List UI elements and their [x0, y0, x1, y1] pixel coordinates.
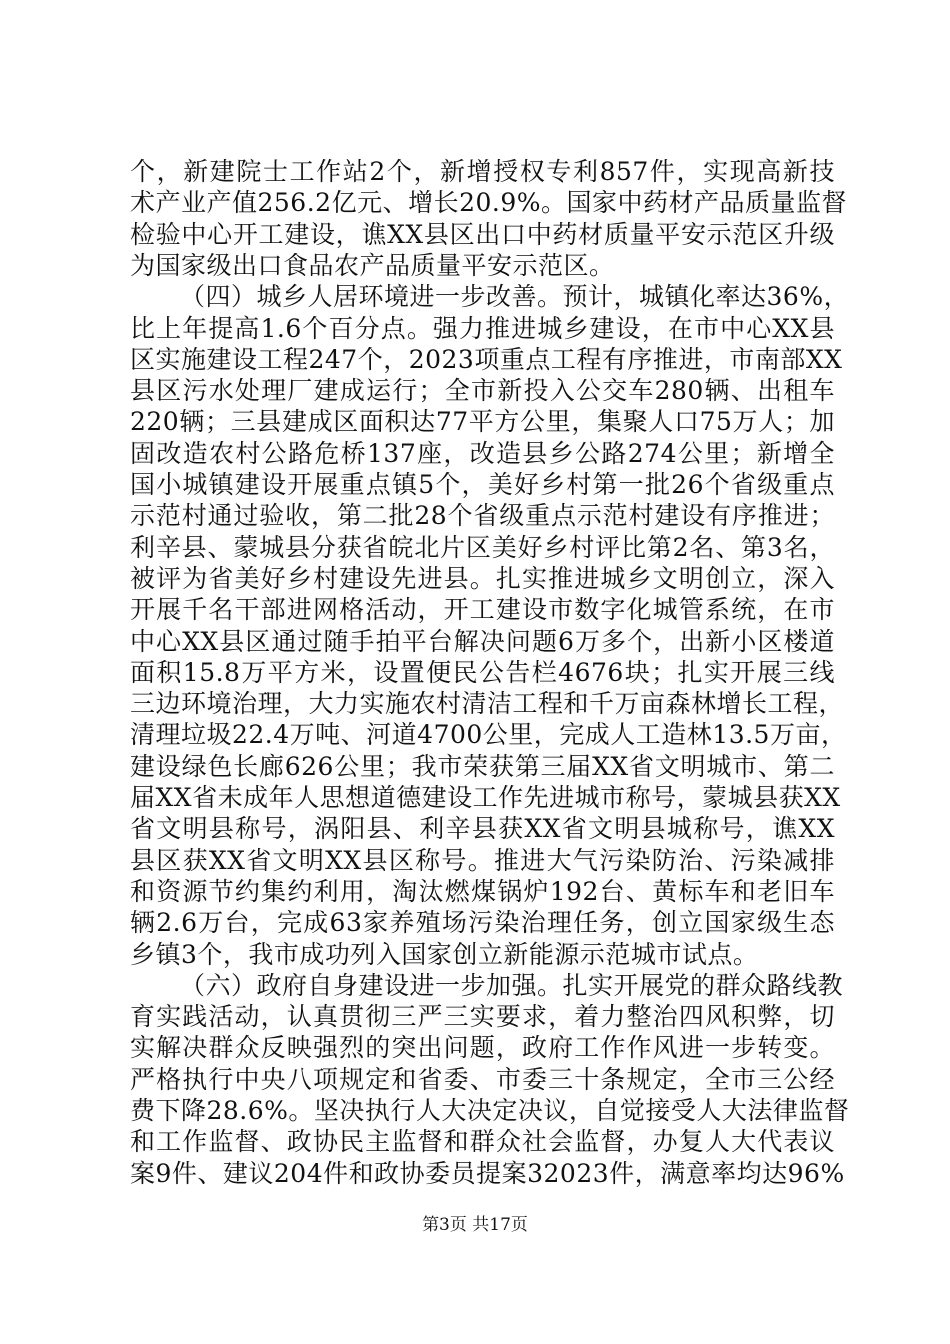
text-line: 检验中心开工建设，谯XX县区出口中药材质量平安示范区升级 [130, 219, 835, 249]
text-line: 和资源节约集约利用，淘汰燃煤锅炉192台、黄标车和老旧车 [130, 876, 835, 906]
paragraph-heading-line: （六）政府自身建设进一步加强。扎实开展党的群众路线教 [180, 970, 844, 1000]
text-line: 示范村通过验收，第二批28个省级重点示范村建设有序推进； [130, 501, 835, 531]
text-line: 中心XX县区通过随手拍平台解决问题6万多个，出新小区楼道 [130, 626, 835, 656]
text-line: 开展千名干部进网格活动，开工建设市数字化城管系统，在市 [130, 595, 835, 625]
text-line: 辆2.6万台，完成63家养殖场污染治理任务，创立国家级生态 [130, 908, 835, 938]
text-line: 220辆；三县建成区面积达77平方公里，集聚人口75万人；加 [130, 407, 835, 437]
text-line: 育实践活动，认真贯彻三严三实要求，着力整治四风积弊，切 [130, 1002, 835, 1032]
text-line: 严格执行中央八项规定和省委、市委三十条规定，全市三公经 [130, 1064, 835, 1094]
text-line: 县区获XX省文明XX县区称号。推进大气污染防治、污染减排 [130, 845, 835, 875]
text-line: 利辛县、蒙城县分获省皖北片区美好乡村评比第2名、第3名， [130, 532, 835, 562]
text-line: 比上年提高1.6个百分点。强力推进城乡建设，在市中心XX县 [130, 313, 835, 343]
text-line: 个，新建院士工作站2个，新增授权专利857件，实现高新技 [130, 157, 835, 186]
text-line: 三边环境治理，大力实施农村清洁工程和千万亩森林增长工程， [130, 689, 845, 719]
text-line: 为国家级出口食品农产品质量平安示范区。 [130, 250, 615, 280]
text-line: 建设绿色长廊626公里；我市荣获第三届XX省文明城市、第二 [130, 751, 835, 781]
text-line: 国小城镇建设开展重点镇5个，美好乡村第一批26个省级重点 [130, 470, 835, 499]
page-footer: 第3页 共17页 [422, 1215, 528, 1235]
text-line: 术产业产值256.2亿元、增长20.9%。国家中药材产品质量监督 [130, 188, 847, 218]
text-line: 和工作监督、政协民主监督和群众社会监督，办复人大代表议 [130, 1127, 835, 1157]
text-line: 固改造农村公路危桥137座，改造县乡公路274公里；新增全 [130, 438, 835, 468]
text-line: 面积15.8万平方米，设置便民公告栏4676块；扎实开展三线 [130, 657, 835, 687]
text-line: 乡镇3个，我市成功列入国家创立新能源示范城市试点。 [130, 939, 759, 969]
text-line: 案9件、建议204件和政协委员提案32023件，满意率均达96% [130, 1158, 845, 1188]
text-line: 实解决群众反映强烈的突出问题，政府工作作风进一步转变。 [130, 1033, 835, 1063]
text-line: 被评为省美好乡村建设先进县。扎实推进城乡文明创立，深入 [130, 563, 835, 593]
text-line: 县区污水处理厂建成运行；全市新投入公交车280辆、出租车 [130, 376, 835, 406]
paragraph-heading-line: （四）城乡人居环境进一步改善。预计，城镇化率达36%， [180, 282, 850, 312]
text-line: 费下降28.6%。坚决执行人大决定决议，自觉接受人大法律监督 [130, 1096, 850, 1125]
text-line: 届XX省未成年人思想道德建设工作先进城市称号，蒙城县获XX [130, 783, 841, 812]
text-line: 省文明县称号，涡阳县、利辛县获XX省文明县城称号，谯XX [130, 814, 835, 844]
text-line: 区实施建设工程247个，2023项重点工程有序推进，市南部XX [130, 344, 843, 374]
text-line: 清理垃圾22.4万吨、河道4700公里，完成人工造林13.5万亩， [130, 720, 847, 750]
